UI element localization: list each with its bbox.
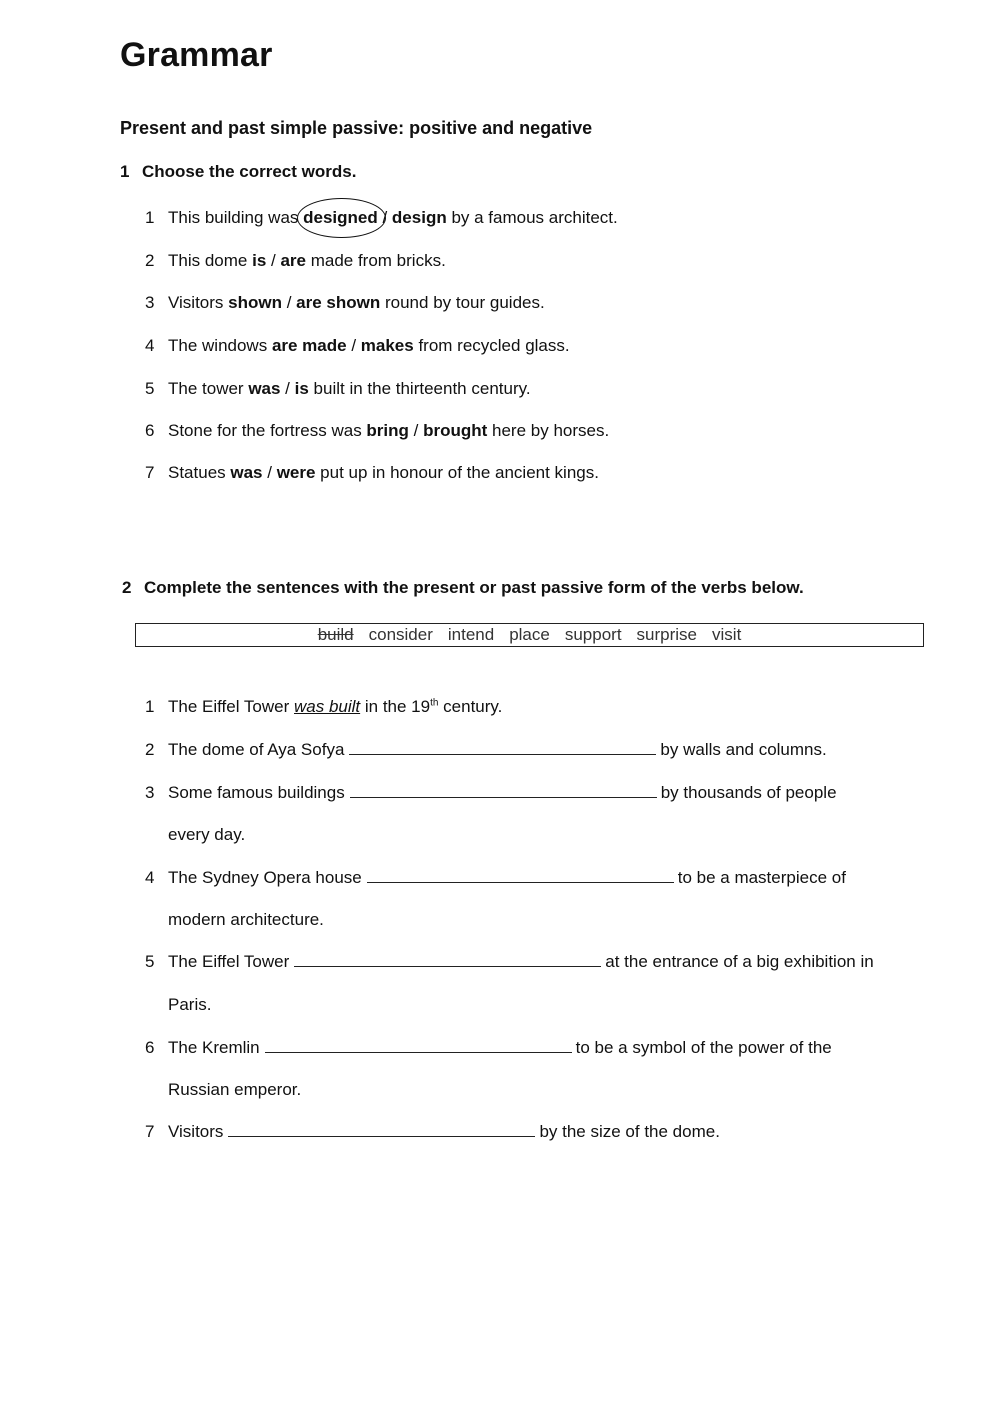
item-text-post: by the size of the dome.: [539, 1122, 720, 1141]
page-title: Grammar: [120, 36, 273, 74]
item-text-pre: Stone for the fortress was: [168, 421, 367, 440]
item-text-post: from recycled glass.: [413, 336, 570, 355]
ex2-item: [145, 783, 837, 803]
example-answer: was built: [294, 697, 361, 716]
option-a[interactable]: was: [230, 463, 263, 482]
ex1-item: [145, 336, 570, 356]
word-bank-item-consider: consider: [368, 625, 433, 644]
item-continuation: Russian emperor.: [168, 1080, 302, 1099]
answer-blank[interactable]: [367, 868, 674, 883]
item-number: 6: [145, 421, 155, 440]
item-text-pre: This building was: [168, 208, 304, 227]
word-bank-item-intend: intend: [447, 625, 495, 644]
item-text-pre: The Kremlin: [168, 1038, 260, 1057]
ex1-item: [145, 379, 531, 399]
item-text-post: to be a masterpiece of: [677, 868, 846, 887]
option-b[interactable]: were: [276, 463, 316, 482]
item-text-post: century.: [438, 697, 503, 716]
option-separator: /: [280, 379, 295, 398]
option-b[interactable]: makes: [360, 336, 414, 355]
answer-blank[interactable]: [228, 1122, 535, 1137]
item-number: 5: [145, 952, 155, 971]
option-a[interactable]: was: [248, 379, 281, 398]
item-text-pre: Statues: [168, 463, 231, 482]
item-text-pre: The Sydney Opera house: [168, 868, 362, 887]
item-text-post: by walls and columns.: [660, 740, 827, 759]
item-number: 3: [145, 783, 155, 802]
exercise-1-text: Choose the correct words.: [142, 162, 357, 181]
option-b[interactable]: is: [294, 379, 309, 398]
exercise-1-instruction: [120, 162, 356, 182]
word-bank-item-support: support: [564, 625, 622, 644]
ex1-item: [145, 208, 618, 228]
item-text-pre: This dome: [168, 251, 253, 270]
option-a[interactable]: shown: [228, 293, 282, 312]
item-continuation: modern architecture.: [168, 910, 324, 929]
item-text-post: built in the thirteenth century.: [308, 379, 531, 398]
item-number: 4: [145, 336, 155, 355]
item-text-pre: The Eiffel Tower: [168, 952, 290, 971]
item-number: 4: [145, 868, 155, 887]
ex2-item: [145, 952, 874, 972]
ex2-item: [145, 740, 827, 760]
word-bank: [135, 623, 924, 647]
option-separator: /: [377, 208, 392, 227]
item-text-post: here by horses.: [487, 421, 610, 440]
item-continuation: Paris.: [168, 995, 212, 1014]
item-text-pre: Visitors: [168, 293, 229, 312]
item-text-pre: Some famous buildings: [168, 783, 345, 802]
answer-blank[interactable]: [349, 740, 656, 755]
word-bank-item-build: build: [317, 625, 354, 644]
option-a[interactable]: are made: [271, 336, 347, 355]
item-text-post: by a famous architect.: [446, 208, 618, 227]
option-separator: /: [282, 293, 297, 312]
option-separator: /: [408, 421, 424, 440]
item-text-mid: in the 19: [360, 697, 431, 716]
item-number: 3: [145, 293, 155, 312]
exercise-2-number: 2: [122, 578, 132, 597]
option-b[interactable]: are shown: [296, 293, 381, 312]
item-number: 7: [145, 1122, 155, 1141]
ex1-item: [145, 293, 545, 313]
item-number: 1: [145, 697, 155, 716]
item-text-pre: The tower: [168, 379, 249, 398]
ex1-item: [145, 463, 599, 483]
section-subtitle: Present and past simple passive: positive and negative: [120, 118, 593, 138]
answer-blank[interactable]: [350, 783, 657, 798]
option-b[interactable]: design: [391, 208, 447, 227]
item-text-post: round by tour guides.: [380, 293, 545, 312]
option-separator: /: [346, 336, 361, 355]
item-text-post: by thousands of people: [660, 783, 837, 802]
option-a[interactable]: is: [252, 251, 267, 270]
exercise-1-number: 1: [120, 162, 130, 181]
item-text-post: put up in honour of the ancient kings.: [315, 463, 599, 482]
item-text-post: made from bricks.: [305, 251, 446, 270]
word-bank-item-visit: visit: [712, 625, 742, 644]
option-separator: /: [266, 251, 281, 270]
item-number: 2: [145, 251, 155, 270]
item-number: 2: [145, 740, 155, 759]
item-text-pre: Visitors: [168, 1122, 224, 1141]
ex2-example-item: [145, 697, 502, 717]
item-text-pre: The dome of Aya Sofya: [168, 740, 345, 759]
ordinal-suffix: th: [430, 697, 439, 709]
option-separator: /: [262, 463, 277, 482]
item-text-pre: The windows: [168, 336, 272, 355]
option-a-circled[interactable]: designed: [303, 208, 378, 227]
item-number: 5: [145, 379, 155, 398]
item-text-post: to be a symbol of the power of the: [575, 1038, 832, 1057]
answer-blank[interactable]: [265, 1038, 572, 1053]
option-b[interactable]: are: [280, 251, 306, 270]
item-number: 1: [145, 208, 155, 227]
exercise-2-text: Complete the sentences with the present or past passive form of the verbs below.: [144, 578, 804, 597]
item-number: 6: [145, 1038, 155, 1057]
item-number: 7: [145, 463, 155, 482]
item-text-pre: The Eiffel Tower: [168, 697, 294, 716]
exercise-2-instruction: [122, 578, 804, 598]
ex1-item: [145, 421, 609, 441]
ex1-item: [145, 251, 446, 271]
option-b[interactable]: brought: [423, 421, 488, 440]
item-continuation: every day.: [168, 825, 246, 844]
word-bank-item-surprise: surprise: [636, 625, 698, 644]
ex2-item: [145, 1122, 720, 1142]
option-a[interactable]: bring: [366, 421, 409, 440]
ex2-item: [145, 868, 846, 888]
word-bank-item-place: place: [509, 625, 550, 644]
answer-blank[interactable]: [294, 952, 601, 967]
item-text-post: at the entrance of a big exhibition in: [605, 952, 874, 971]
ex2-item: [145, 1038, 832, 1058]
